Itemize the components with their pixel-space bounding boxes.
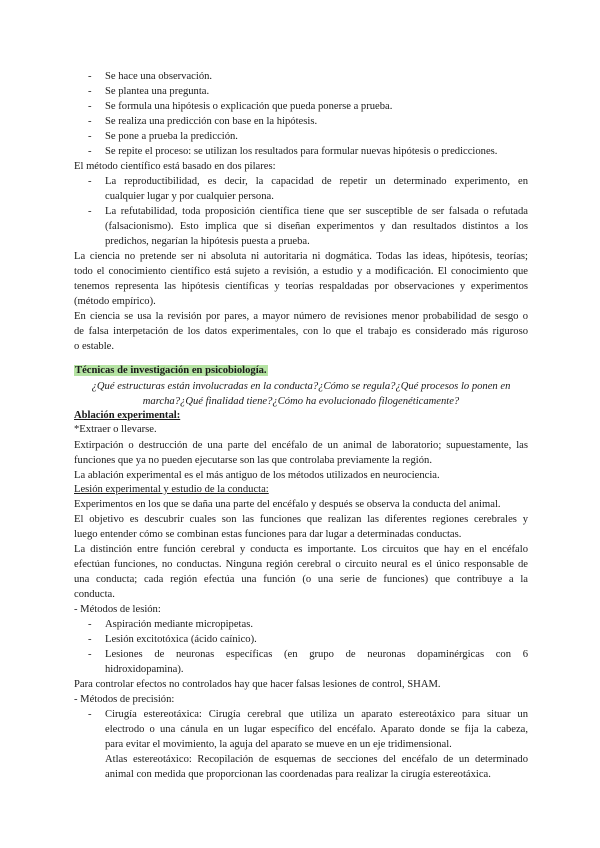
bullet-dash: - — [88, 709, 92, 720]
list-item: Se hace una observación. — [105, 71, 213, 82]
list-item: predichos, negarían la hipótesis puesta a prueba. — [105, 236, 310, 247]
paragraph-line: La ciencia no pretende ser ni absoluta ni autoritaria ni dogmática. Todas las ideas, hipótesis, teorías; — [74, 251, 528, 262]
sham-text: Para controlar efectos no controlados hay que hacer falsas lesiones de control, SHAM. — [74, 679, 441, 690]
bullet-dash: - — [88, 131, 92, 142]
paragraph-line: tenemos representa las hipótesis científicas y teorías respaldadas por observaciones y experimentos — [74, 281, 528, 292]
list-item: animal con medida que proporcionan las coordenadas para realizar la cirugía estereotáxica. — [105, 769, 491, 780]
list-item: Se plantea una pregunta. — [105, 86, 210, 97]
list-item: Se formula una hipótesis o explicación que pueda ponerse a prueba. — [105, 101, 393, 112]
list-item: Se repite el proceso: se utilizan los resultados para formular nuevas hipótesis o predicciones. — [105, 146, 498, 157]
section-title: Técnicas de investigación en psicobiología. — [75, 365, 267, 376]
ablation-note: *Extraer o llevarse. — [74, 424, 157, 435]
bullet-dash: - — [88, 116, 92, 127]
list-item: Lesión excitotóxica (ácido caínico). — [105, 634, 257, 645]
bullet-dash: - — [88, 634, 92, 645]
list-item: Atlas estereotáxico: Recopilación de esquemas de secciones del encéfalo de un determinado — [105, 754, 528, 765]
paragraph-line: conducta. — [74, 589, 115, 600]
lesion-heading — [74, 483, 528, 498]
list-item: cualquier lugar y por cualquier persona. — [105, 191, 274, 202]
list-item: La reproductibilidad, es decir, la capacidad de repetir un determinado experimento, en — [105, 176, 528, 187]
paragraph-line: funciones que ya no pueden ejecutarse son las que controlaba previamente la región. — [74, 455, 432, 466]
list-item: Aspiración mediante micropipetas. — [105, 619, 253, 630]
list-item: Cirugía estereotáxica: Cirugía cerebral que utiliza un aparato estereotáxico para situar un — [105, 709, 528, 720]
bullet-dash: - — [88, 206, 92, 217]
lesion-definition: Experimentos en los que se daña una parte del encéfalo y después se observa la conducta del animal. — [74, 499, 501, 510]
paragraph-line: efectúan funciones, no conductas. Ninguna región cerebral o circuito neural es el único responsable de — [74, 559, 528, 570]
bullet-dash: - — [88, 649, 92, 660]
list-item: Se realiza una predicción con base en la hipótesis. — [105, 116, 318, 127]
list-item: Se pone a prueba la predicción. — [105, 131, 238, 142]
bullet-dash: - — [88, 146, 92, 157]
section-heading — [74, 364, 528, 379]
paragraph-line: todo el conocimiento científico está sujeto a revisión, a estudio y a modificación. El conocimiento que — [74, 266, 528, 277]
paragraph-line: o estable. — [74, 341, 115, 352]
paragraph-line: En ciencia se usa la revisión por pares, a mayor número de revisiones menor probabilidad de sesgo o — [74, 311, 528, 322]
paragraph-line: Extirpación o destrucción de una parte del encéfalo de un animal de laboratorio; supuestamente, las — [74, 440, 528, 451]
paragraph-line: luego entender cómo se combinan estas funciones para dar lugar a determinadas conductas. — [74, 529, 462, 540]
oldest-method-text: La ablación experimental es el más antiguo de los métodos utilizados en neurociencia. — [74, 470, 440, 481]
lesion-title: Lesión experimental y estudio de la conducta: — [74, 484, 269, 495]
list-item: hidroxidopamina). — [105, 664, 184, 675]
pillars-intro: El método científico está basado en dos pilares: — [74, 161, 276, 172]
bullet-dash: - — [88, 619, 92, 630]
lesion-methods-label: - Métodos de lesión: — [74, 604, 161, 615]
bullet-dash: - — [88, 101, 92, 112]
paragraph-line: La distinción entre función cerebral y conducta es importante. Los circuitos que hay en el encéfalo — [74, 544, 528, 555]
bullet-dash: - — [88, 176, 92, 187]
bullet-dash: - — [88, 71, 92, 82]
list-item: para evitar el movimiento, la aguja del aparato se mueve en un eje tridimensional. — [105, 739, 452, 750]
question-line: ¿Qué estructuras están involucradas en la conducta?¿Cómo se regula?¿Qué procesos lo ponen en — [91, 381, 511, 392]
list-item: electrodo o una cánula en un lugar específico del encéfalo. Aparato donde se fija la cabeza, — [105, 724, 528, 735]
bullet-dash: - — [88, 86, 92, 97]
paragraph-line: una conducta; cada región efectúa una función (o una serie de funciones) que contribuye a la — [74, 574, 528, 585]
paragraph-line: El objetivo es descubrir cuales son las funciones que realizan las diferentes regiones cerebrales y — [74, 514, 528, 525]
paragraph-line: de falsa interpetación de los datos experimentales, con lo que el trabajo es considerado más riguroso — [74, 326, 528, 337]
paragraph-line: (método empírico). — [74, 296, 156, 307]
precision-methods-label: - Métodos de precisión: — [74, 694, 175, 705]
ablation-title: Ablación experimental: — [74, 410, 181, 421]
ablation-heading — [74, 409, 528, 424]
list-item: La refutabilidad, toda proposición científica tiene que ser susceptible de ser falsada o refutada — [105, 206, 528, 217]
list-item: (falsacionismo). Esto implica que si diseñan experimentos y dan resultados distintos a los — [105, 221, 528, 232]
question-line: marcha?¿Qué finalidad tiene?¿Cómo ha evolucionado filogenéticamente? — [142, 396, 460, 407]
list-item: Lesiones de neuronas específicas (en grupo de neuronas dopaminérgicas con 6 — [105, 649, 528, 660]
